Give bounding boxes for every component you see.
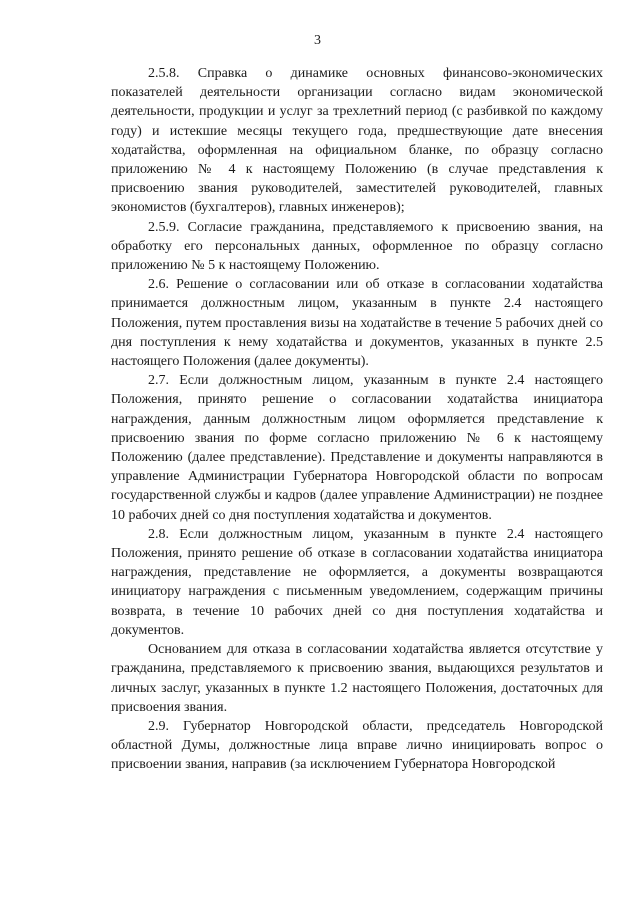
page-number: 3 <box>314 33 321 48</box>
paragraph-refusal-grounds: Основанием для отказа в согласовании ходатайства является отсутствие у гражданина, представляемого к присвоению звания, выдающихся результатов и личных заслуг, указанных в пункте 1.2 настоящего Положения, достаточных для присвоения звания. <box>111 642 603 715</box>
paragraph-2-6: 2.6. Решение о согласовании или об отказе в согласовании ходатайства принимается должностным лицом, указанным в пункте 2.4 настоящего Положения, путем проставления визы на ходатайстве в течение 5 рабочих дней со дня поступления к нему ходатайства и документов, указанных в пункте 2.5 настоящего Положения (далее документы). <box>111 277 603 370</box>
paragraph-2-5-8: 2.5.8. Справка о динамике основных финансово-экономических показателей деятельности организации согласно видам экономической деятельности, продукции и услуг за трехлетний период (с разбивкой по каждому году) и истекшие месяцы текущего года, предшествующие дате внесения ходатайства, оформленная на официальном бланке, по образцу согласно приложению № 4 к настоящему Положению (в случае представления к присвоению звания руководителей, заместителей руководителей, главных экономистов (бухгалтеров), главных инженеров); <box>111 66 603 216</box>
paragraph-2-8: 2.8. Если должностным лицом, указанным в пункте 2.4 настоящего Положения, принято решение об отказе в согласовании ходатайства инициатора награждения, представление не оформляется, а документы возвращаются инициатору награждения с письменным уведомлением, содержащим причины возврата, в течение 10 рабочих дней со дня поступления ходатайства и документов. <box>111 526 603 638</box>
paragraph-2-9: 2.9. Губернатор Новгородской области, председатель Новгородской областной Думы, должностные лица вправе лично инициировать вопрос о присвоении звания, направив (за исключением Губернатора Новгородской <box>111 718 603 773</box>
document-body <box>111 64 603 775</box>
paragraph-2-7: 2.7. Если должностным лицом, указанным в пункте 2.4 настоящего Положения, принято решение о согласовании ходатайства инициатора награждения, данным должностным лицом оформляется представление к присвоению звания по форме согласно приложению № 6 к настоящему Положению (далее представление). Представление и документы направляются в управление Администрации Губернатора Новгородской области по вопросам государственной службы и кадров (далее управление Администрации) не позднее 10 рабочих дней со дня поступления ходатайства и документов. <box>111 373 603 523</box>
paragraph-2-5-9: 2.5.9. Согласие гражданина, представляемого к присвоению звания, на обработку его персональных данных, оформленное по образцу согласно приложению № 5 к настоящему Положению. <box>111 219 603 274</box>
